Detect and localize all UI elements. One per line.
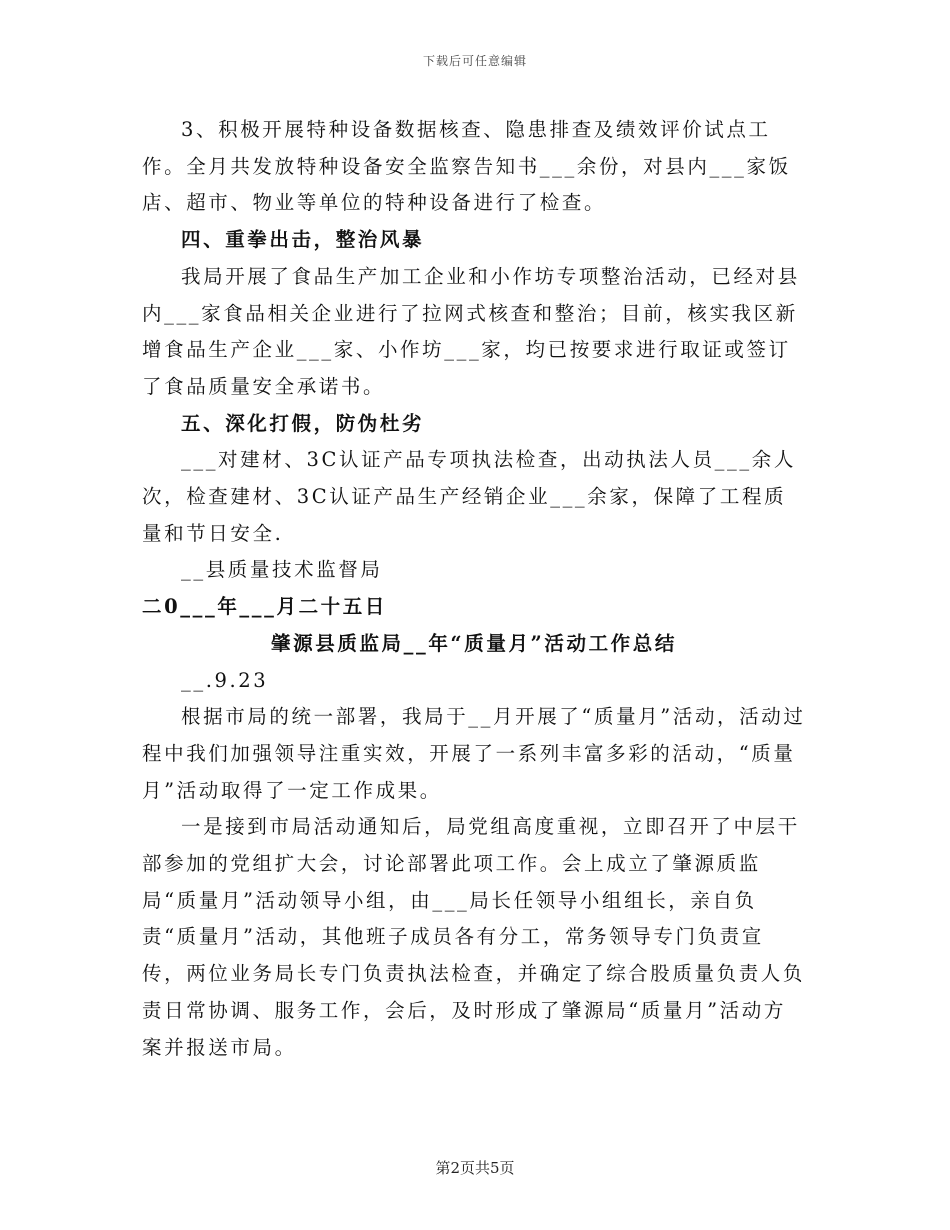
paragraph-food-rectification: 我局开展了食品生产加工企业和小作坊专项整治活动，已经对县内___家食品相关企业进行了拉网式核查和整治；目前，核实我区新增食品生产企业___家、小作坊___家，均已按要求进行取证或签订了食品质量安全承诺书。 (142, 264, 800, 398)
signature-date: 二0___年___月二十五日 (142, 595, 387, 619)
document-body (142, 112, 806, 1066)
paragraph-intro: 根据市局的统一部署，我局于__月开展了“质量月”活动，活动过程中我们加强领导注重实效，开展了一系列丰富多彩的活动，“质量月”活动取得了一定工作成果。 (142, 705, 806, 802)
paragraph-leadership: 一是接到市局活动通知后，局党组高度重视，立即召开了中层干部参加的党组扩大会，讨论部署此项工作。会上成立了肇源质监局“质量月”活动领导小组，由___局长任领导小组组长，亲自负责“质量月”活动，其他班子成员各有分工，常务领导专门负责宣传，两位业务局长专门负责执法检查，并确定了综合股质量负责人负责日常协调、服务工作，会后，及时形成了肇源局“质量月”活动方案并报送市局。 (142, 815, 806, 1059)
section-heading-5: 五、深化打假，防伪杜劣 (181, 411, 425, 435)
paragraph-anti-counterfeit: ___对建材、3C认证产品专项执法检查，出动执法人员___余人次，检查建材、3C认证产品生产经销企业___余家，保障了工程质量和节日安全. (142, 448, 796, 545)
document-title: 肇源县质监局__年“质量月”活动工作总结 (271, 631, 677, 655)
signature-organization: __县质量技术监督局 (181, 558, 383, 582)
page-header-watermark: 下载后可任意编辑 (422, 54, 527, 68)
section-heading-4: 四、重拳出击，整治风暴 (181, 228, 425, 252)
page-number: 第2页共5页 (435, 1159, 515, 1177)
paragraph-special-equipment: 3、积极开展特种设备数据核查、隐患排查及绩效评价试点工作。全月共发放特种设备安全监察告知书___余份，对县内___家饭店、超市、物业等单位的特种设备进行了检查。 (142, 118, 791, 215)
document-date: __.9.23 (181, 668, 269, 692)
